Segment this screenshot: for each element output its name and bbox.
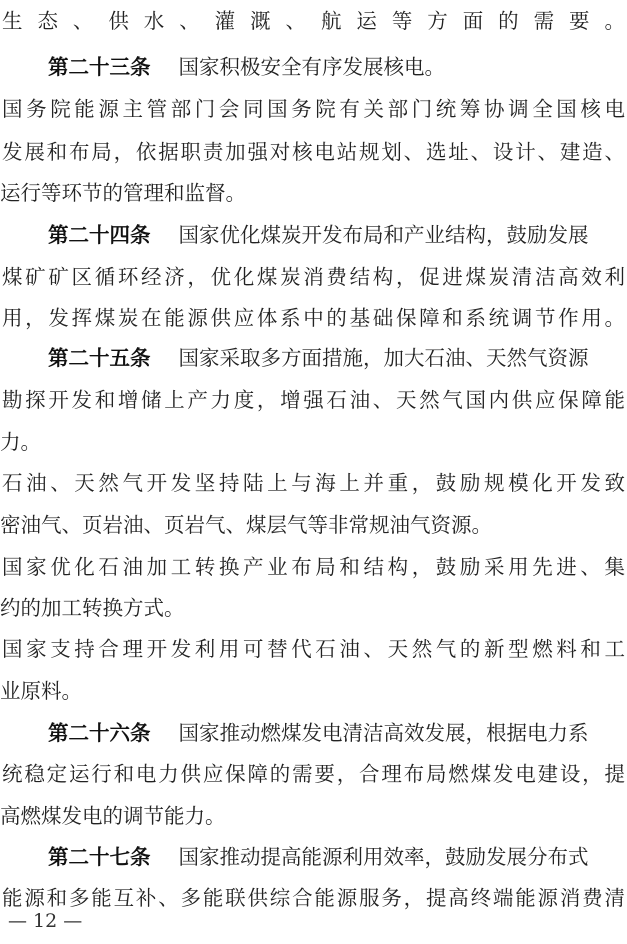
text-line <box>0 379 627 421</box>
page-number: — 12 — <box>8 910 83 932</box>
text-line-content: 发展和布局，依据职责加强对核电站规划、选址、设计、建造、 <box>2 140 625 164</box>
article-25-line <box>0 337 627 379</box>
article-25-heading: 第二十五条 <box>48 346 151 370</box>
text-line-content: 勘探开发和增储上产力度，增强石油、天然气国内供应保障能 <box>2 388 625 412</box>
text-line <box>0 0 627 42</box>
text-line-content: 运行等环节的管理和监督。 <box>0 181 246 205</box>
text-line <box>0 421 627 463</box>
text-line-content: 用，发挥煤炭在能源供应体系中的基础保障和系统调节作用。 <box>2 306 625 330</box>
text-line-content: 约的加工转换方式。 <box>0 596 185 620</box>
text-line <box>0 877 627 919</box>
text-line <box>0 628 627 670</box>
article-26-text: 国家推动燃煤发电清洁高效发展，根据电力系 <box>178 721 589 745</box>
text-line <box>0 753 627 795</box>
text-line-content: 统稳定运行和电力供应保障的需要，合理布局燃煤发电建设，提 <box>2 762 625 786</box>
article-24-heading: 第二十四条 <box>48 223 151 247</box>
text-line-content: 国务院能源主管部门会同国务院有关部门统筹协调全国核电 <box>2 97 625 121</box>
text-line-content: 业原料。 <box>0 679 82 703</box>
article-25-text: 国家采取多方面措施，加大石油、天然气资源 <box>178 346 589 370</box>
text-line-content: 石油、天然气开发坚持陆上与海上并重，鼓励规模化开发致 <box>2 471 625 495</box>
text-line-content: 生态、供水、灌溉、航运等方面的需要。 <box>2 9 625 33</box>
article-24-line <box>0 214 627 256</box>
article-27-text: 国家推动提高能源利用效率，鼓励发展分布式 <box>178 845 589 869</box>
text-line <box>0 546 627 588</box>
text-line <box>0 670 627 712</box>
article-23-text: 国家积极安全有序发展核电。 <box>178 55 445 79</box>
article-27-line <box>0 836 627 878</box>
text-line-content: 能源和多能互补、多能联供综合能源服务，提高终端能源消费清 <box>2 886 625 910</box>
article-27-heading: 第二十七条 <box>48 845 151 869</box>
text-line <box>0 131 627 173</box>
article-24-text: 国家优化煤炭开发布局和产业结构，鼓励发展 <box>178 223 589 247</box>
article-23-line <box>0 46 627 88</box>
article-26-line <box>0 712 627 754</box>
text-line <box>0 795 627 837</box>
article-23-heading: 第二十三条 <box>48 55 151 79</box>
article-26-heading: 第二十六条 <box>48 721 151 745</box>
text-line-content: 国家优化石油加工转换产业布局和结构，鼓励采用先进、集 <box>2 555 625 579</box>
text-line-content: 国家支持合理开发利用可替代石油、天然气的新型燃料和工 <box>2 637 625 661</box>
text-line <box>0 172 627 214</box>
text-line <box>0 297 627 339</box>
text-line <box>0 88 627 130</box>
text-line <box>0 504 627 546</box>
text-line-content: 力。 <box>0 430 41 454</box>
text-line-content: 高燃煤发电的调节能力。 <box>0 804 226 828</box>
text-line-content: 煤矿矿区循环经济，优化煤炭消费结构，促进煤炭清洁高效利 <box>2 265 625 289</box>
text-line <box>0 256 627 298</box>
text-line <box>0 462 627 504</box>
text-line-content: 密油气、页岩油、页岩气、煤层气等非常规油气资源。 <box>0 513 492 537</box>
text-line <box>0 587 627 629</box>
